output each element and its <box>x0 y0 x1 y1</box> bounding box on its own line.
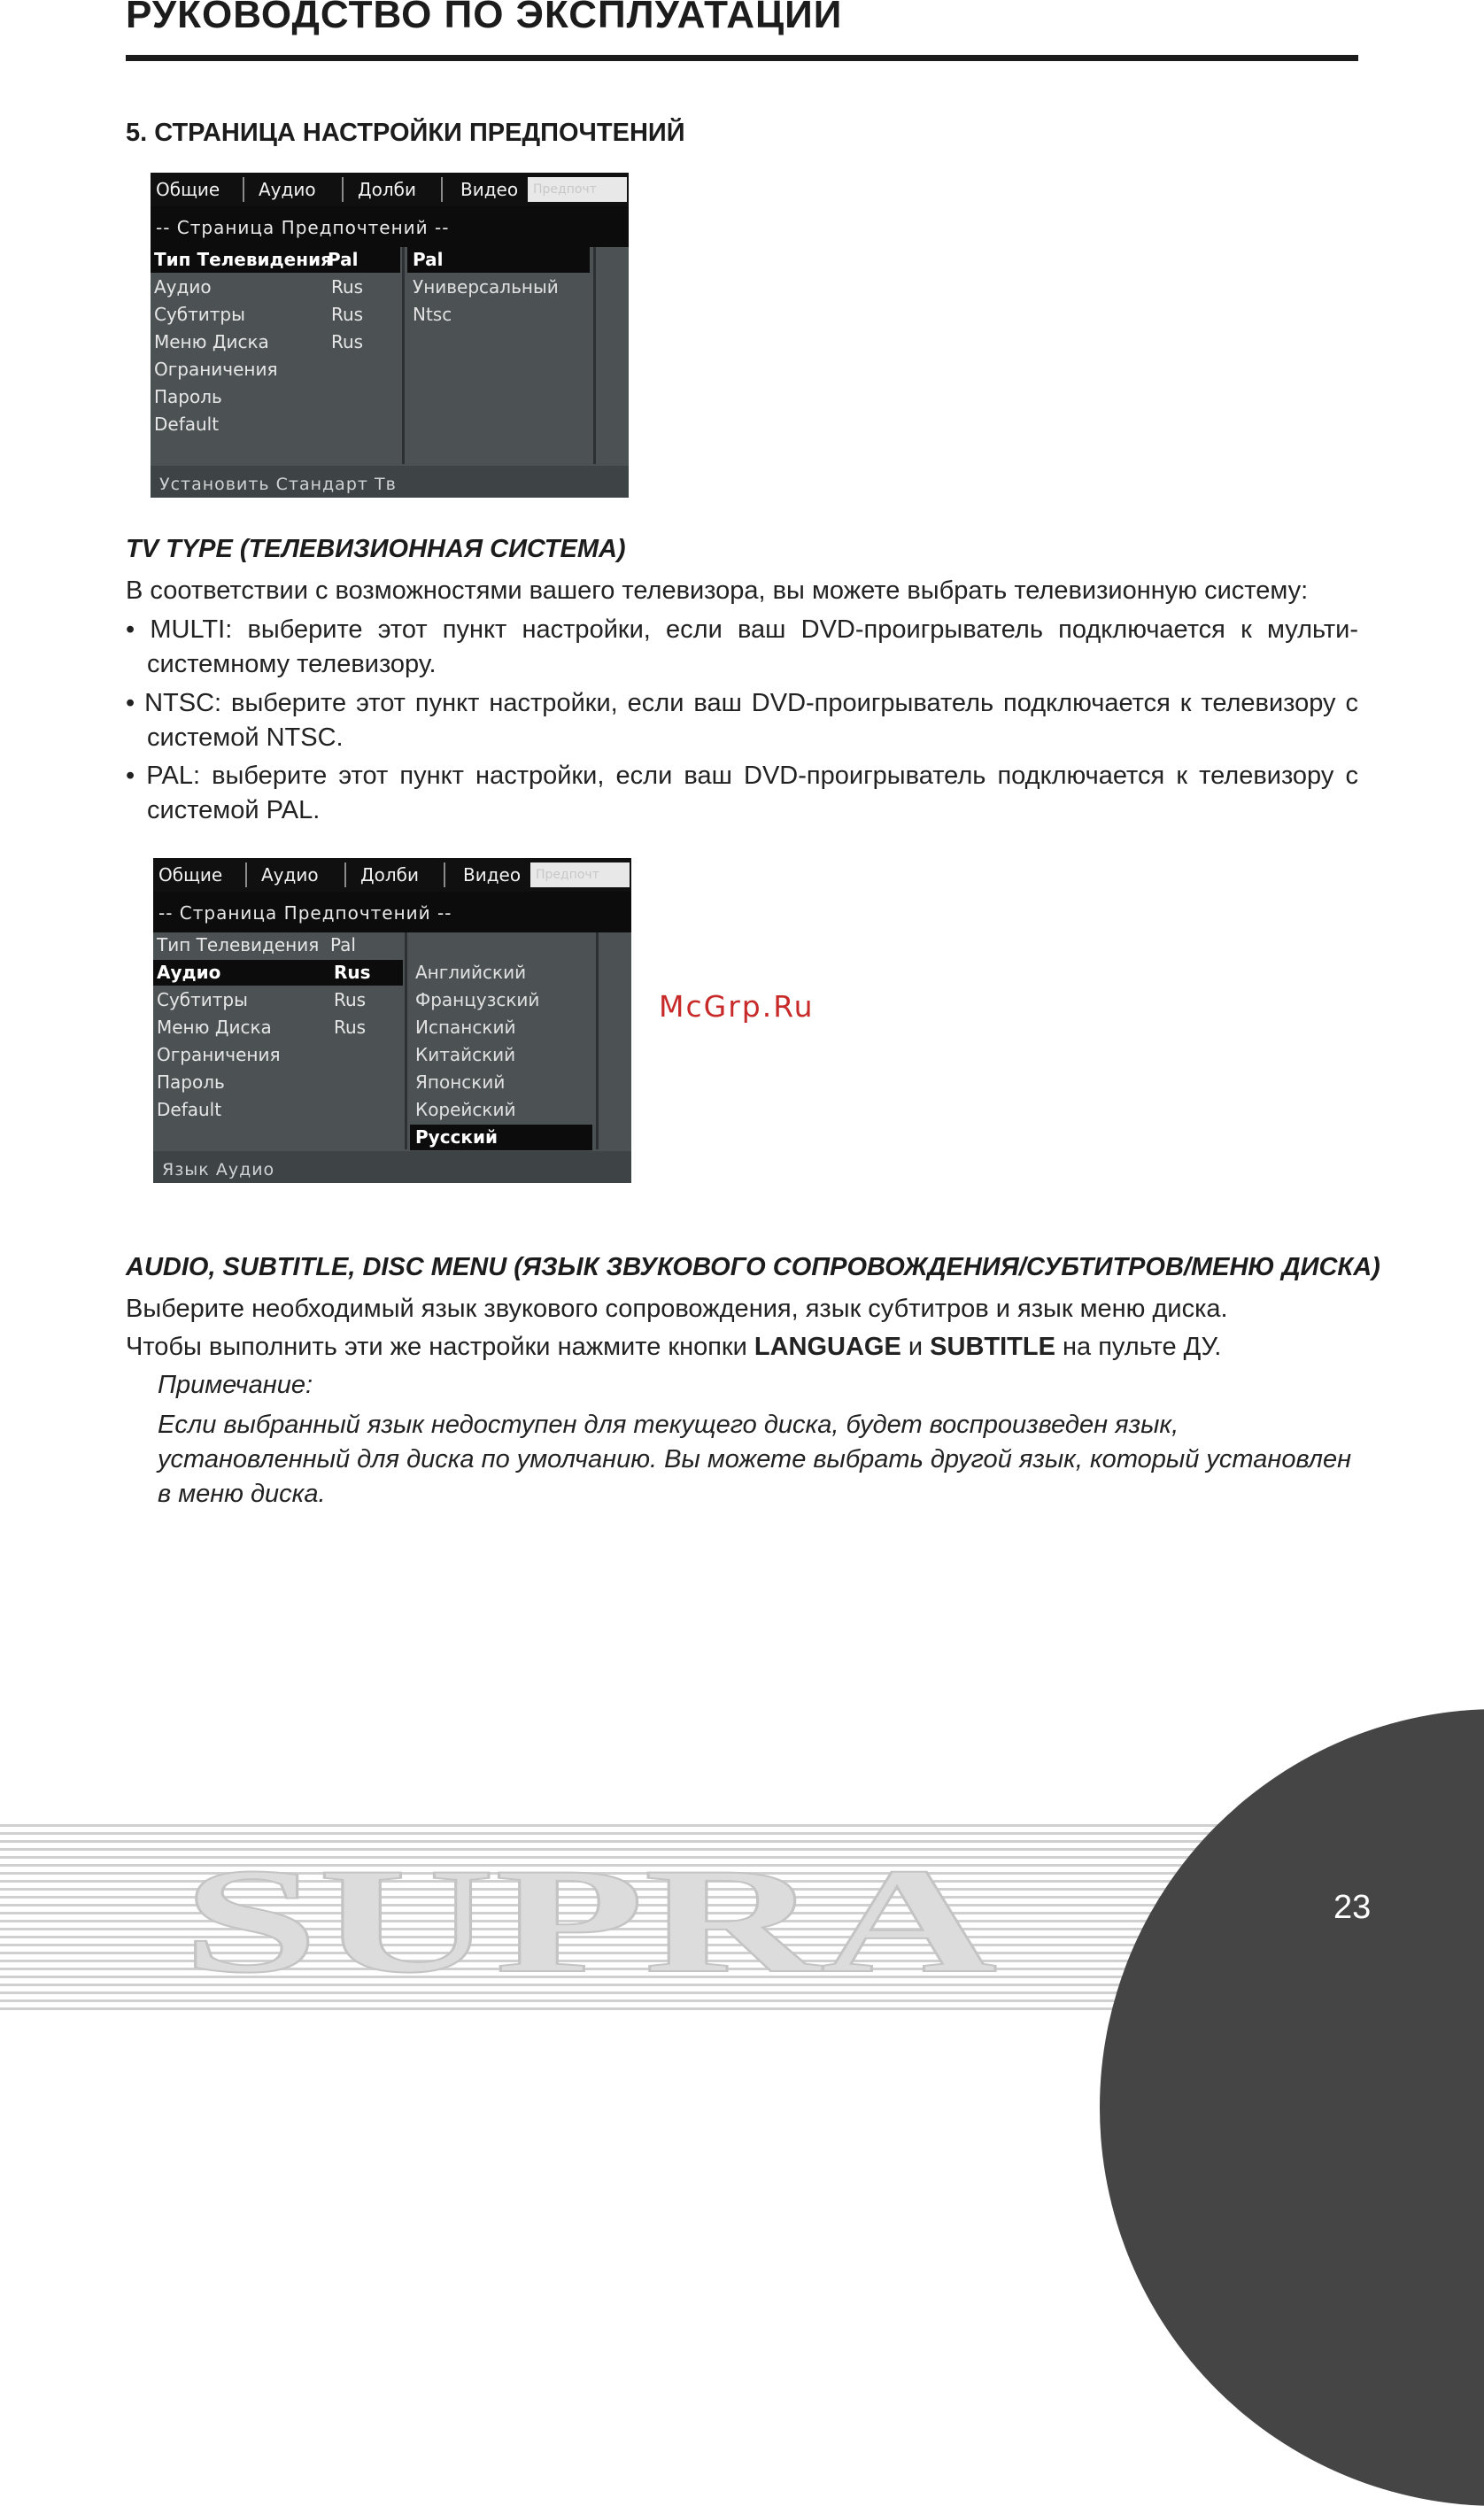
osd-tab-general[interactable]: Общие <box>151 177 244 202</box>
osd-row-subtitles[interactable] <box>153 987 403 1013</box>
osd-hint-text: Установить Стандарт Тв <box>159 475 397 494</box>
audio-subtitle-line1: Выберите необходимый язык звукового сопровождения, язык субтитров и язык меню диска. <box>126 1295 1228 1323</box>
language-key-label: LANGUAGE <box>754 1333 901 1361</box>
osd-tab-audio[interactable]: Аудио <box>249 862 346 887</box>
osd-row-label: Субтитры <box>157 989 248 1010</box>
audio-subtitle-line2 <box>126 1330 1358 1365</box>
osd-option-english[interactable]: Английский <box>415 962 527 983</box>
tv-type-heading: TV TYPE (ТЕЛЕВИЗИОННАЯ СИСТЕМА) <box>126 535 626 563</box>
osd-row-label: Ограничения <box>154 359 278 380</box>
osd-row-restrictions[interactable] <box>151 357 400 383</box>
tv-type-bullet-pal: • PAL: выберите этот пункт настройки, если ваш DVD-проигрыватель подключается к телевизору с системой PAL. <box>126 762 1358 824</box>
osd-option-japanese[interactable]: Японский <box>415 1071 506 1093</box>
osd-hint-text: Язык Аудио <box>162 1160 275 1180</box>
osd-row-restrictions[interactable] <box>153 1042 403 1068</box>
osd-row-label: Пароль <box>154 386 222 407</box>
osd-row-subtitles[interactable] <box>151 302 400 328</box>
osd-row-label: Субтитры <box>154 304 245 325</box>
note-text: Если выбранный язык недоступен для текущего диска, будет воспроизведен язык, установленный для диска по умолчанию. Вы можете выбрать другой язык, который установлен в меню диска. <box>158 1411 1352 1508</box>
osd-scroll-rail <box>593 247 596 464</box>
osd-tab-video[interactable]: Видео <box>444 177 535 202</box>
osd-row-disc-menu[interactable] <box>153 1015 403 1040</box>
osd-column-divider <box>402 247 405 464</box>
line2-text-end: на пульте ДУ. <box>1055 1333 1222 1361</box>
line2-text-start: Чтобы выполнить эти же настройки нажмите кнопки <box>126 1333 754 1361</box>
osd-row-audio[interactable] <box>153 960 403 986</box>
page-header-title: РУКОВОДСТВО ПО ЭКСПЛУАТАЦИИ <box>126 0 843 36</box>
header-divider <box>126 55 1358 61</box>
osd-option-spanish[interactable]: Испанский <box>415 1017 516 1038</box>
line2-text-mid: и <box>900 1333 931 1361</box>
osd-row-tv-type[interactable] <box>153 932 403 958</box>
subtitle-key-label: SUBTITLE <box>930 1333 1055 1361</box>
osd-row-value: Rus <box>331 276 364 298</box>
osd-tab-video[interactable]: Видео <box>447 862 537 887</box>
osd-tab-bar <box>153 858 631 892</box>
osd-row-label: Тип Телевидения <box>157 934 320 955</box>
osd-row-label: Тип Телевидения <box>154 249 332 270</box>
watermark-text: McGrp.Ru <box>659 989 815 1024</box>
osd-option-french[interactable]: Французский <box>415 989 540 1010</box>
osd-column-divider <box>405 932 407 1149</box>
osd-row-label: Меню Диска <box>157 1017 272 1038</box>
osd-option-universal[interactable]: Универсальный <box>413 276 559 298</box>
osd-option-pal[interactable]: Pal <box>407 247 590 273</box>
osd-row-value: Rus <box>331 304 364 325</box>
supra-logo <box>182 1856 997 1980</box>
osd-row-default[interactable] <box>153 1097 403 1123</box>
osd-row-label: Пароль <box>157 1071 225 1093</box>
osd-tab-dolby[interactable]: Долби <box>348 862 445 887</box>
osd-row-audio[interactable] <box>151 275 400 300</box>
osd-option-chinese[interactable]: Китайский <box>415 1044 516 1065</box>
osd-tab-dolby[interactable]: Долби <box>345 177 443 202</box>
audio-subtitle-heading: AUDIO, SUBTITLE, DISC MENU (ЯЗЫК ЗВУКОВОГО СОПРОВОЖДЕНИЯ/СУБТИТРОВ/МЕНЮ ДИСКА) <box>126 1253 1380 1281</box>
osd-tab-preferences[interactable]: Предпочт <box>530 862 630 887</box>
supra-logo-text: SUPRA <box>182 1856 997 1980</box>
tv-type-intro: В соответствии с возможностями вашего телевизора, вы можете выбрать телевизионную систему: <box>126 576 1309 605</box>
osd-tab-bar <box>151 173 629 206</box>
osd-row-value: Pal <box>328 249 359 270</box>
osd-row-label: Ограничения <box>157 1044 281 1065</box>
osd-row-label: Аудио <box>154 276 212 298</box>
osd-row-value: Rus <box>334 989 367 1010</box>
osd-row-value: Rus <box>334 1017 367 1038</box>
osd-row-value: Rus <box>331 331 364 352</box>
osd-row-password[interactable] <box>151 384 400 410</box>
tv-type-bullet-ntsc: • NTSC: выберите этот пункт настройки, если ваш DVD-проигрыватель подключается к телевизору с системой NTSC. <box>126 689 1358 752</box>
tv-type-bullet-multi: • MULTI: выберите этот пункт настройки, если ваш DVD-проигрыватель подключается к мульти-системному телевизору. <box>126 615 1358 678</box>
osd-screen-tv-type <box>151 173 629 498</box>
osd-row-disc-menu[interactable] <box>151 329 400 355</box>
osd-row-default[interactable] <box>151 412 400 437</box>
osd-row-label: Default <box>157 1099 222 1120</box>
osd-row-value: Pal <box>330 934 356 955</box>
osd-option-korean[interactable]: Корейский <box>415 1099 516 1120</box>
osd-screen-audio-language <box>153 858 631 1183</box>
osd-row-password[interactable] <box>153 1070 403 1095</box>
note-title: Примечание: <box>158 1371 313 1399</box>
osd-tab-general[interactable]: Общие <box>153 862 247 887</box>
osd-option-ntsc[interactable]: Ntsc <box>413 304 452 325</box>
osd-page-heading: -- Страница Предпочтений -- <box>158 902 452 924</box>
section-title: 5. СТРАНИЦА НАСТРОЙКИ ПРЕДПОЧТЕНИЙ <box>126 119 685 147</box>
page-number: 23 <box>1333 1889 1372 1926</box>
osd-row-label: Аудио <box>157 962 221 983</box>
osd-row-label: Меню Диска <box>154 331 269 352</box>
osd-scroll-rail <box>596 932 599 1149</box>
osd-row-value: Rus <box>334 962 371 983</box>
osd-tab-audio[interactable]: Аудио <box>246 177 344 202</box>
osd-tab-preferences[interactable]: Предпочт <box>528 177 627 202</box>
osd-option-russian[interactable]: Русский <box>410 1125 592 1150</box>
osd-page-heading: -- Страница Предпочтений -- <box>156 217 450 238</box>
osd-row-tv-type[interactable] <box>151 247 400 273</box>
osd-row-label: Default <box>154 414 220 435</box>
